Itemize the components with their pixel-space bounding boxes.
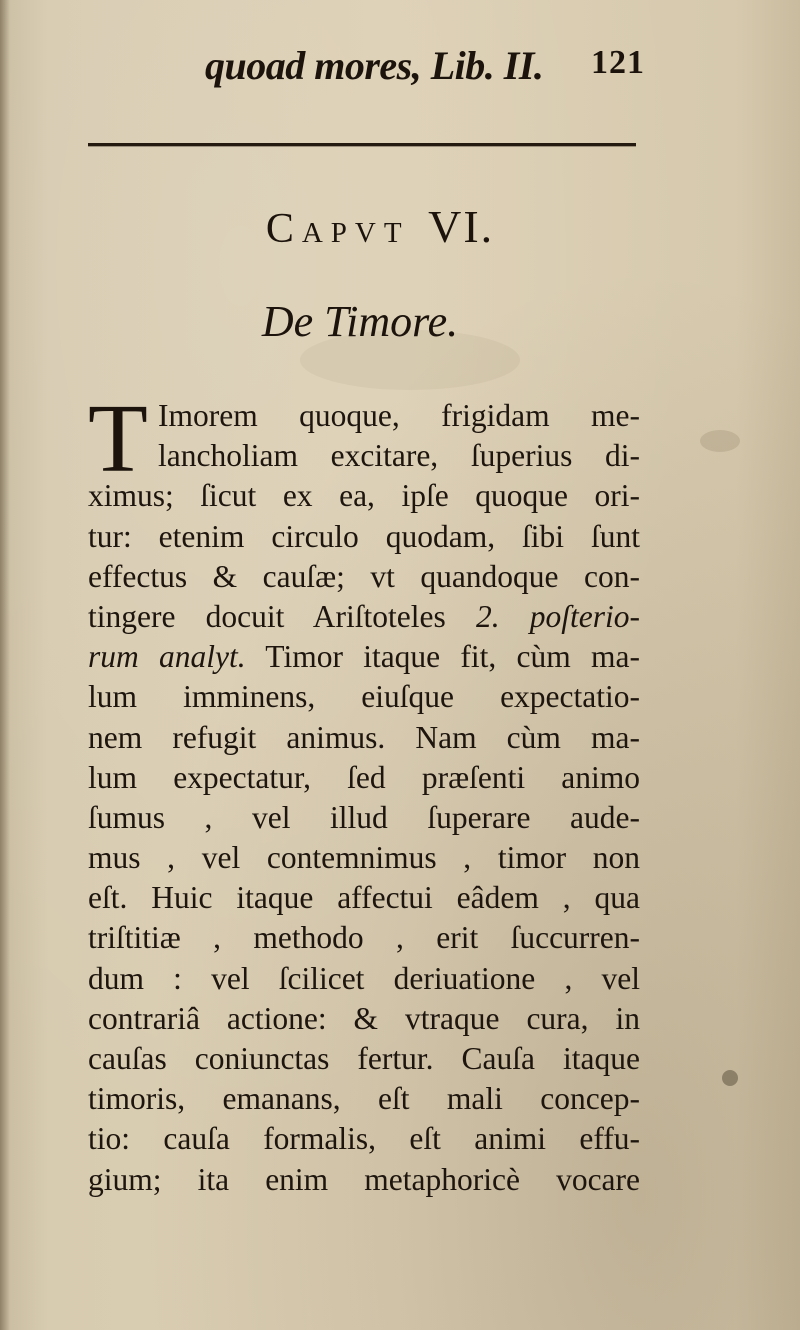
- paper-stain: [700, 430, 740, 452]
- text-line: [88, 878, 640, 918]
- line-text: ſumus , vel illud ſuperare aude-: [88, 799, 640, 835]
- text-line: [88, 557, 640, 597]
- text-line: [88, 597, 640, 637]
- drop-cap: T: [88, 385, 148, 493]
- body-text: [88, 385, 640, 1200]
- text-line: [88, 838, 640, 878]
- line-text: Imorem quoque, frigidam me-: [158, 398, 640, 433]
- text-line: [88, 476, 640, 516]
- page-number: 121: [591, 44, 645, 81]
- line-text: Timor itaque fit, cùm ma-: [245, 639, 640, 675]
- line-text: timoris, emanans, eſt mali concep-: [88, 1081, 640, 1117]
- line-text: eſt. Huic itaque affectui eâdem , qua: [88, 880, 640, 916]
- text-line: [88, 1079, 640, 1119]
- italic-citation: 2. poſterio-: [475, 598, 640, 634]
- line-text: triſtitiæ , methodo , erit ſuccurren-: [88, 920, 640, 956]
- line-text: ximus; ſicut ex ea, ipſe quoque ori-: [88, 478, 640, 514]
- text-line: [88, 1160, 640, 1200]
- line-text: contrariâ actione: & vtraque cura, in: [88, 1000, 640, 1036]
- chapter-label: Capvt: [265, 206, 410, 252]
- line-text: tingere docuit Ariſtoteles: [88, 598, 446, 634]
- line-text: tio: cauſa formalis, eſt animi effu-: [88, 1121, 640, 1157]
- text-line: [88, 758, 640, 798]
- text-line: [88, 1039, 640, 1079]
- text-line: [88, 718, 640, 758]
- paper-stain: [722, 1070, 738, 1086]
- line-text: lancholiam excitare, ſuperius di-: [158, 438, 640, 474]
- text-line: [88, 517, 640, 557]
- line-text: lum expectatur, ſed præſenti animo: [88, 759, 640, 795]
- text-line: [88, 436, 640, 476]
- text-line: [88, 918, 640, 958]
- chapter-number: VI.: [428, 201, 495, 252]
- line-text: mus , vel contemnimus , timor non: [88, 840, 640, 876]
- italic-citation: rum analyt.: [88, 639, 246, 675]
- line-text: gium; ita enim metaphoricè vocare: [88, 1161, 640, 1197]
- text-line: [88, 1119, 640, 1159]
- line-text: cauſas coniunctas fertur. Cauſa itaque: [88, 1041, 640, 1076]
- text-line: [88, 637, 640, 677]
- header-rule: [88, 143, 636, 146]
- running-head: [205, 42, 645, 92]
- chapter-subtitle: De Timore.: [261, 297, 459, 346]
- text-line: [88, 999, 640, 1039]
- line-text: effectus & cauſæ; vt quandoque con-: [88, 558, 640, 594]
- text-line: [88, 677, 640, 717]
- line-text: dum : vel ſcilicet deriuatione , vel: [88, 960, 640, 996]
- line-text: lum imminens, eiuſque expectatio-: [88, 679, 640, 715]
- text-line: [88, 798, 640, 838]
- line-text: tur: etenim circulo quodam, ſibi ſunt: [88, 518, 640, 554]
- chapter-heading: [0, 200, 760, 253]
- running-head-title: quoad mores, Lib. II.: [205, 43, 544, 88]
- text-line: [88, 396, 640, 436]
- line-text: nem refugit animus. Nam cùm ma-: [88, 719, 640, 755]
- text-line: [88, 959, 640, 999]
